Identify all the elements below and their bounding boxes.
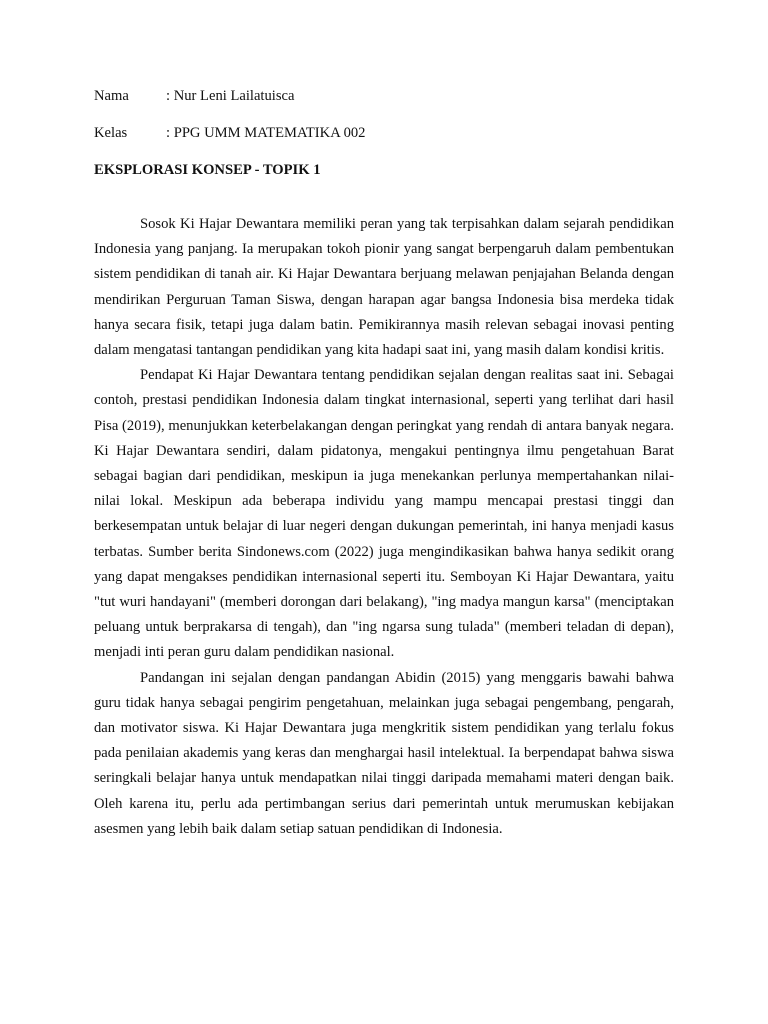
class-value: : PPG UMM MATEMATIKA 002: [166, 125, 366, 141]
class-label: Kelas: [94, 125, 128, 141]
body-text: [94, 212, 674, 842]
name-row: [94, 87, 294, 105]
paragraph-3: Pandangan ini sejalan dengan pandangan Abidin (2015) yang menggaris bawahi bahwa guru tidak hanya sebagai pengirim pengetahuan, melainkan juga sebagai pengembang, pengarah, dan motivator siswa. Ki Hajar Dewantara juga mengkritik sistem pendidikan yang terlalu fokus pada penilaian akademis yang keras dan menghargai hasil intelektual. Ia berpendapat bahwa siswa seringkali belajar hanya untuk mendapatkan nilai tinggi daripada memahami materi dengan baik. Oleh karena itu, perlu ada pertimbangan serius dari pemerintah untuk merumuskan kebijakan asesmen yang lebih baik dalam setiap satuan pendidikan di Indonesia.: [94, 669, 674, 837]
document-title: EKSPLORASI KONSEP - TOPIK 1: [94, 162, 321, 178]
paragraph-1: Sosok Ki Hajar Dewantara memiliki peran yang tak terpisahkan dalam sejarah pendidikan Indonesia yang panjang. Ia merupakan tokoh pionir yang sangat berpengaruh dalam pembentukan sistem pendidikan di tanah air. Ki Hajar Dewantara berjuang melawan penjajahan Belanda dengan mendirikan Perguruan Taman Siswa, dengan harapan agar bangsa Indonesia bisa merdeka tidak hanya secara fisik, tetapi juga dalam batin. Pemikirannya masih relevan sebagai inovasi penting dalam mengatasi tantangan pendidikan yang kita hadapi saat ini, yang masih dalam kondisi kritis.: [94, 216, 674, 359]
name-value: : Nur Leni Lailatuisca: [166, 88, 295, 104]
name-label: Nama: [94, 88, 129, 104]
class-row: [94, 124, 365, 142]
paragraph-2: Pendapat Ki Hajar Dewantara tentang pendidikan sejalan dengan realitas saat ini. Sebagai contoh, prestasi pendidikan Indonesia dalam tingkat internasional, seperti yang terlihat dari hasil Pisa (2019), menunjukkan keterbelakangan dengan peringkat yang rendah di antara banyak negara. Ki Hajar Dewantara sendiri, dalam pidatonya, mengakui pentingnya ilmu pengetahuan Barat sebagai bagian dari pendidikan, meskipun ia juga menekankan perlunya mempertahankan nilai-nilai lokal. Meskipun ada beberapa individu yang mampu mencapai prestasi tinggi dan berkesempatan untuk belajar di luar negeri dengan dukungan pemerintah, ini hanya menjadi kasus terbatas. Sumber berita Sindonews.com (2022) juga mengindikasikan bahwa hanya sedikit orang yang dapat mengakses pendidikan internasional seperti itu. Semboyan Ki Hajar Dewantara, yaitu "tut wuri handayani" (memberi dorongan dari belakang), "ing madya mangun karsa" (menciptakan peluang untuk berprakarsa di tengah), dan "ing ngarsa sung tulada" (memberi teladan di depan), menjadi inti peran guru dalam pendidikan nasional.: [94, 367, 674, 661]
